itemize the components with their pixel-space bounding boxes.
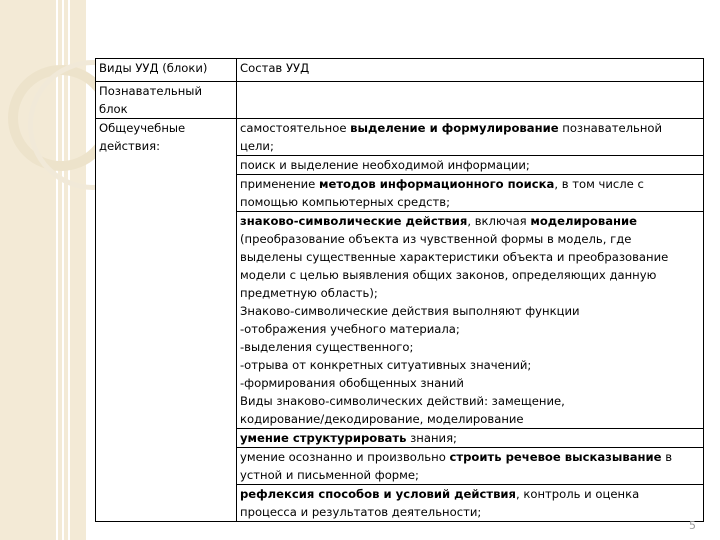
category-cell: Общеучебные действия: [96, 119, 237, 522]
item-row [96, 119, 704, 156]
emphasized-text: строить речевое высказывание [449, 450, 662, 464]
item-cell [237, 156, 704, 175]
item-line [240, 284, 700, 302]
item-text: выделены существенные характеристики объекта и преобразование [240, 250, 669, 264]
item-text: в [661, 450, 673, 464]
item-text: помощью компьютерных средств; [240, 195, 451, 209]
item-line [240, 230, 700, 248]
block-title-cell: Познавательный блок [96, 82, 237, 119]
item-text: самостоятельное [240, 121, 351, 135]
item-text: , в том числе с [554, 177, 644, 191]
item-text: кодирование/декодирование, моделирование [240, 412, 524, 426]
item-text: -отрыва от конкретных ситуативных значений; [240, 358, 532, 372]
item-line [240, 410, 700, 428]
item-text: (преобразование объекта из чувственной формы в модель, где [240, 232, 632, 246]
item-text: -отображения учебного материала; [240, 322, 460, 336]
emphasized-text: знаково-символические действия [240, 214, 468, 228]
item-line [240, 302, 700, 320]
item-line [240, 485, 700, 503]
table-header-row [96, 59, 704, 82]
item-text: умение осознанно и произвольно [240, 450, 450, 464]
item-cell [237, 429, 704, 448]
item-line [240, 392, 700, 410]
item-line [240, 266, 700, 284]
emphasized-text: моделирование [530, 214, 638, 228]
item-line [240, 338, 700, 356]
item-cell [237, 212, 704, 429]
item-text: познавательной [558, 121, 663, 135]
item-text: Виды знаково-символических действий: замещение, [240, 394, 565, 408]
item-line [240, 119, 700, 137]
item-line [240, 429, 700, 447]
item-cell [237, 119, 704, 156]
item-text: применение [240, 177, 319, 191]
item-text: модели с целью выявления общих законов, определяющих данную [240, 268, 657, 282]
item-line [240, 212, 700, 230]
block-row [96, 82, 704, 119]
item-line [240, 448, 700, 466]
item-line [240, 248, 700, 266]
emphasized-text: выделение и формулирование [350, 121, 559, 135]
emphasized-text: методов информационного поиска [319, 177, 555, 191]
item-text: Знаково-символические действия выполняют функции [240, 304, 580, 318]
header-cell-composition: Состав УУД [237, 59, 704, 82]
page-number: 5 [689, 519, 696, 532]
item-line [240, 193, 700, 211]
item-text: -выделения существенного; [240, 340, 414, 354]
item-line [240, 175, 700, 193]
item-text: знания; [406, 431, 457, 445]
item-cell [237, 175, 704, 212]
uud-table [95, 58, 704, 522]
item-text: цели; [240, 139, 274, 153]
item-line [240, 466, 700, 484]
item-text: , контроль и оценка [516, 487, 640, 501]
item-cell [237, 448, 704, 485]
item-text: устной и письменной форме; [240, 468, 419, 482]
item-line [240, 374, 700, 392]
item-line [240, 503, 700, 521]
item-line [240, 320, 700, 338]
item-line [240, 137, 700, 155]
item-line [240, 356, 700, 374]
item-text: поиск и выделение необходимой информации; [240, 158, 530, 172]
item-text: процесса и результатов деятельности; [240, 505, 482, 519]
block-empty-cell [237, 82, 704, 119]
item-text: , включая [467, 214, 531, 228]
emphasized-text: рефлексия способов и условий действия [240, 487, 516, 501]
item-cell [237, 485, 704, 522]
item-line [240, 156, 700, 174]
header-cell-types: Виды УУД (блоки) [96, 59, 237, 82]
item-text: -формирования обобщенных знаний [240, 376, 464, 390]
emphasized-text: умение структурировать [240, 431, 407, 445]
item-text: предметную область); [240, 286, 378, 300]
